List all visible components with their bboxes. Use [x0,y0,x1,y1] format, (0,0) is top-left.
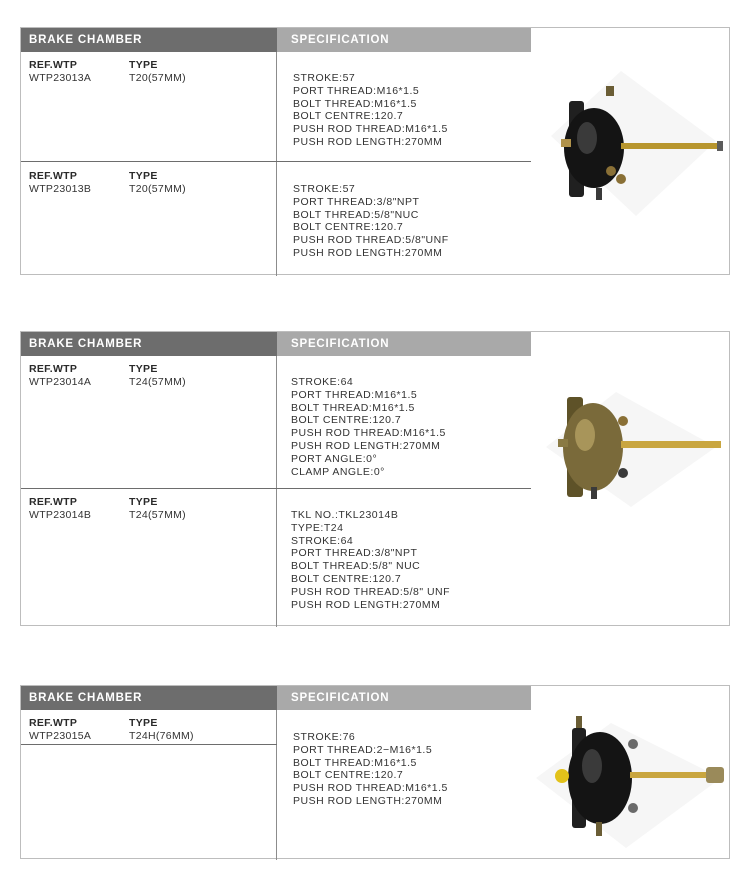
row-divider [21,488,531,489]
spec-line: PUSH ROD THREAD:M16*1.5 [293,123,448,136]
specification-list [293,72,448,149]
type-label: TYPE [129,59,158,71]
photo-dust-cap [555,769,569,783]
specification-header: SPECIFICATION [277,28,531,52]
spec-line: PUSH ROD THREAD:5/8" UNF [291,585,451,598]
spec-line: PUSH ROD THREAD:M16*1.5 [293,782,448,795]
ref-value: WTP23015A [29,730,92,742]
specification-header: SPECIFICATION [277,332,531,356]
photo-nut [618,416,628,426]
ref-value: WTP23013A [29,72,92,84]
spec-line: BOLT CENTRE:120.7 [291,572,402,585]
brake-chamber-black-clevis-photo [526,708,726,858]
photo-bolt [576,716,582,730]
spec-line: PUSH ROD THREAD:M16*1.5 [291,427,446,440]
brake-chamber-block-1 [20,27,730,275]
ref-label: REF.WTP [29,363,78,375]
ref-label: REF.WTP [29,59,78,71]
type-label: TYPE [129,717,158,729]
brake-chamber-header: BRAKE CHAMBER [21,332,277,356]
photo-nut [606,166,616,176]
spec-line: BOLT CENTRE:120.7 [293,221,404,234]
spec-line: STROKE:64 [291,376,354,388]
spec-line: BOLT CENTRE:120.7 [293,110,404,123]
spec-line: BOLT THREAD:M16*1.5 [293,97,417,110]
ref-label: REF.WTP [29,496,78,508]
photo-clevis [706,767,724,783]
photo-highlight [582,749,602,783]
brake-chamber-header: BRAKE CHAMBER [21,28,277,52]
spec-line: PUSH ROD LENGTH:270MM [291,598,441,611]
brake-chamber-header: BRAKE CHAMBER [21,686,277,710]
photo-chamber-body [563,403,623,491]
photo-highlight [577,122,597,154]
ref-value: WTP23014A [29,376,92,388]
specification-list [291,376,446,478]
photo-port [558,439,568,447]
photo-rod-end [717,141,723,151]
type-label: TYPE [129,170,158,182]
photo-push-rod [621,441,721,448]
photo-push-rod [621,143,721,149]
spec-line: CLAMP ANGLE:0° [291,465,385,478]
spec-line: STROKE:76 [293,731,356,743]
spec-line: PUSH ROD LENGTH:270MM [293,135,443,148]
type-value: T24H(76MM) [129,730,194,742]
spec-line: PUSH ROD LENGTH:270MM [293,794,443,807]
type-value: T24(57MM) [129,509,186,521]
brake-chamber-bronze-photo [521,377,726,517]
specification-list [293,731,448,808]
row-divider [21,161,531,162]
photo-nut [616,174,626,184]
spec-line: BOLT THREAD:M16*1.5 [293,756,417,769]
photo-port [561,139,571,147]
ref-label: REF.WTP [29,717,78,729]
photo-nut [628,739,638,749]
spec-line: PORT THREAD:3/8"NPT [291,547,418,560]
ref-value: WTP23013B [29,183,92,195]
row-divider [21,744,277,745]
spec-line: BOLT THREAD:M16*1.5 [291,401,415,414]
spec-line: BOLT CENTRE:120.7 [293,769,404,782]
spec-line: TYPE:T24 [291,521,344,534]
type-value: T20(57MM) [129,72,186,84]
photo-bolt [591,487,597,499]
photo-nut [628,803,638,813]
type-value: T20(57MM) [129,183,186,195]
photo-push-rod [630,772,710,778]
spec-line: PORT THREAD:M16*1.5 [291,388,418,401]
spec-line: STROKE:57 [293,183,356,195]
spec-line: PORT THREAD:2−M16*1.5 [293,743,433,756]
type-label: TYPE [129,363,158,375]
ref-label: REF.WTP [29,170,78,182]
type-value: T24(57MM) [129,376,186,388]
photo-bolt [606,86,614,96]
spec-line: BOLT THREAD:5/8"NUC [293,208,419,221]
brake-chamber-block-3 [20,685,730,859]
photo-bolt [596,188,602,200]
photo-nut [618,468,628,478]
spec-line: STROKE:57 [293,72,356,84]
column-divider [276,710,277,860]
spec-line: PORT THREAD:3/8"NPT [293,195,420,208]
column-divider [276,52,277,276]
spec-line: BOLT THREAD:5/8" NUC [291,560,421,573]
brake-chamber-block-2 [20,331,730,626]
specification-list [293,183,449,260]
photo-bolt [596,822,602,836]
specification-list [291,509,450,611]
spec-line: PUSH ROD THREAD:5/8"UNF [293,234,449,247]
photo-chamber-body [568,732,632,824]
spec-line: PUSH ROD LENGTH:270MM [293,246,443,259]
spec-line: PORT THREAD:M16*1.5 [293,84,420,97]
column-divider [276,356,277,627]
spec-line: BOLT CENTRE:120.7 [291,414,402,427]
photo-highlight [575,419,595,451]
spec-line: STROKE:64 [291,534,354,547]
brake-chamber-black-photo [521,46,726,236]
ref-value: WTP23014B [29,509,92,521]
specification-header: SPECIFICATION [277,686,531,710]
spec-line: PUSH ROD LENGTH:270MM [291,439,441,452]
type-label: TYPE [129,496,158,508]
spec-line: PORT ANGLE:0° [291,452,378,465]
spec-line: TKL NO.:TKL23014B [291,509,399,521]
